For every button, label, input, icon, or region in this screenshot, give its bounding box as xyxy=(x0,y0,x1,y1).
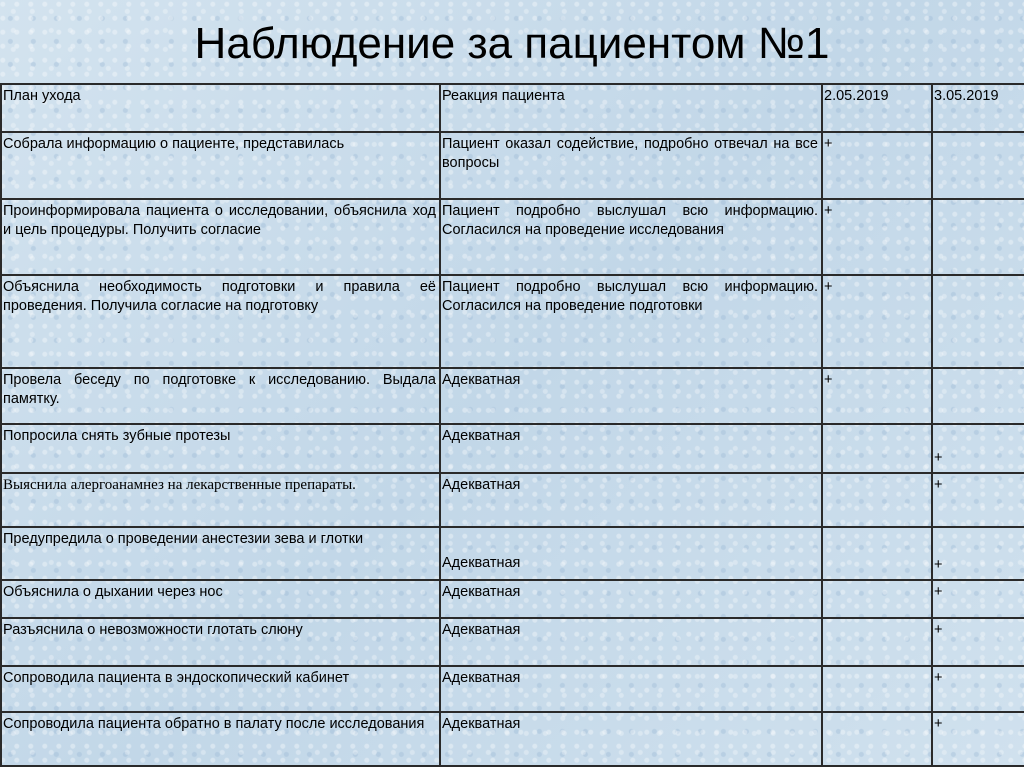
table-header-row xyxy=(1,84,1024,132)
plan-cell: Объяснила о дыхании через нос xyxy=(1,580,440,618)
plan-cell: Попросила снять зубные протезы xyxy=(1,424,440,473)
reaction-cell: Пациент подробно выслушал всю информацию. Согласился на проведение подготовки xyxy=(440,275,822,368)
date-2-mark: + xyxy=(932,618,1024,666)
table-row xyxy=(1,527,1024,580)
table-row xyxy=(1,368,1024,424)
reaction-cell: Адекватная xyxy=(440,424,822,473)
date-2-mark xyxy=(932,199,1024,275)
date-1-mark xyxy=(822,473,932,527)
plan-cell: Сопроводила пациента в эндоскопический кабинет xyxy=(1,666,440,712)
table-row xyxy=(1,666,1024,712)
header-date-2: 3.05.2019 xyxy=(932,84,1024,132)
table-row xyxy=(1,424,1024,473)
reaction-cell: Пациент подробно выслушал всю информацию. Согласился на проведение исследования xyxy=(440,199,822,275)
date-1-mark: + xyxy=(822,368,932,424)
date-2-mark: + xyxy=(932,580,1024,618)
date-1-mark xyxy=(822,712,932,766)
date-1-mark xyxy=(822,618,932,666)
date-2-mark xyxy=(932,132,1024,199)
plan-cell: Сопроводила пациента обратно в палату после исследования xyxy=(1,712,440,766)
care-plan-table xyxy=(0,83,1024,767)
date-2-mark: + xyxy=(932,712,1024,766)
date-2-mark: + xyxy=(932,473,1024,527)
reaction-cell: Адекватная xyxy=(440,666,822,712)
date-2-mark xyxy=(932,275,1024,368)
table-row xyxy=(1,712,1024,766)
plan-cell: Предупредила о проведении анестезии зева и глотки xyxy=(1,527,440,580)
date-1-mark xyxy=(822,580,932,618)
table-row xyxy=(1,275,1024,368)
plan-cell: Объяснила необходимость подготовки и правила её проведения. Получила согласие на подготовку xyxy=(1,275,440,368)
plan-cell: Выяснила алергоанамнез на лекарственные препараты. xyxy=(1,473,440,527)
header-plan: План ухода xyxy=(1,84,440,132)
reaction-cell: Адекватная xyxy=(440,368,822,424)
reaction-cell: Адекватная xyxy=(440,580,822,618)
date-2-mark xyxy=(932,368,1024,424)
table-row xyxy=(1,199,1024,275)
date-2-mark: + xyxy=(932,527,1024,580)
reaction-cell: Адекватная xyxy=(440,473,822,527)
reaction-cell: Адекватная xyxy=(440,712,822,766)
date-1-mark xyxy=(822,527,932,580)
plan-cell: Собрала информацию о пациенте, представилась xyxy=(1,132,440,199)
plan-cell: Провела беседу по подготовке к исследованию. Выдала памятку. xyxy=(1,368,440,424)
header-reaction: Реакция пациента xyxy=(440,84,822,132)
page-title: Наблюдение за пациентом №1 xyxy=(194,19,830,68)
table-row xyxy=(1,618,1024,666)
header-date-1: 2.05.2019 xyxy=(822,84,932,132)
table-row xyxy=(1,132,1024,199)
date-2-mark: + xyxy=(932,424,1024,473)
date-1-mark xyxy=(822,424,932,473)
date-1-mark: + xyxy=(822,275,932,368)
table-row xyxy=(1,473,1024,527)
reaction-cell: Адекватная xyxy=(440,618,822,666)
plan-cell: Разъяснила о невозможности глотать слюну xyxy=(1,618,440,666)
reaction-cell: Адекватная xyxy=(440,527,822,580)
date-2-mark: + xyxy=(932,666,1024,712)
reaction-cell: Пациент оказал содействие, подробно отвечал на все вопросы xyxy=(440,132,822,199)
date-1-mark xyxy=(822,666,932,712)
date-1-mark: + xyxy=(822,132,932,199)
table-row xyxy=(1,580,1024,618)
plan-cell: Проинформировала пациента о исследовании, объяснила ход и цель процедуры. Получить согласие xyxy=(1,199,440,275)
date-1-mark: + xyxy=(822,199,932,275)
